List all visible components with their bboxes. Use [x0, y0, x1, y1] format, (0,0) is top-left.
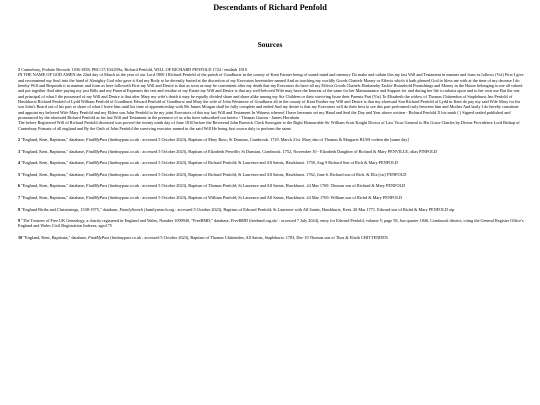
source-number: 6 — [18, 183, 21, 189]
source-entry — [18, 235, 524, 240]
source-number: 9 — [18, 218, 21, 224]
source-citation-prefix: "England, Kent, Baptisms," database, — [21, 160, 87, 166]
source-citation-prefix: "England, Kent, Baptisms," database, — [23, 234, 89, 240]
source-entry — [18, 172, 524, 177]
source-number: 8 — [18, 206, 21, 212]
source-database-name: FindMyPast — [86, 160, 108, 166]
sources-list — [18, 67, 524, 246]
sources-heading: Sources — [257, 40, 283, 49]
source-citation-detail: (findmypast.co.uk : accessed 5 October 2023), Baptism of Thomas Penfold; St Laurence and All Saints, Hawkhurst. 24 Mar 1769: Thomas son of Richard & Mary PENFOLD — [107, 183, 406, 189]
source-number: 5 — [18, 171, 21, 177]
source-entry — [18, 67, 524, 131]
source-entry — [18, 149, 524, 154]
source-entry — [18, 195, 524, 200]
source-citation-detail: (familysearch.org : accessed 5 October 2023), Baptism of Edward Penfold; St Laurence with All Saints, Hawkhurst, Kent. 20 Mar 1771. Edward son of Richd & Mary PENFOLD otp — [143, 206, 455, 212]
source-citation-prefix: "England, Kent, Baptisms," database, — [21, 171, 87, 177]
source-number: 4 — [18, 160, 21, 166]
source-citation-detail: (findmypast.co.uk : accessed 5 October 2023), Baptism of Richard Penfold; St Laurence and All Saints, Hawkhurst. 1758, Aug 9 Richard Son of Rich & Mary PENFOLD — [107, 160, 398, 166]
source-database-name: FindMyPast — [86, 171, 108, 177]
source-entry — [18, 160, 524, 165]
source-entry — [18, 207, 524, 212]
source-citation-prefix: "England, Kent, Baptisms," database, — [21, 148, 87, 154]
source-number: 1 — [18, 67, 21, 72]
source-citation-detail: (findmypast.co.uk : accessed 5 October 2023), Baptism of Thomas Chittenden; All Saints, Staplehurst. 1783, Dec 10 Thomas son of Thos & Elizth CHITTENDEN — [109, 234, 388, 240]
source-database-name: FreeBMD — [230, 218, 248, 224]
source-text-line: The before Registered Will of Richard Penfold deceased was proved the twenty ninth day of June 1810 before the Reverend John Barwick Clerk Surrogate to the Right Honourable Sir William Scott Knight Doctor of Law Vicar General to His Grace Charles by Divine Providence Lord Bishop of Canterbury Primate of all england and By the Oath of John Penfold the surviving executor named in the said Will He being first sworn duly to perform the same. — [18, 120, 520, 131]
source-database-name: FindMyPast — [86, 148, 108, 154]
source-number: 2 — [18, 137, 21, 143]
source-number: 10 — [18, 234, 23, 240]
page-title: Descendants of Richard Penfold — [213, 3, 327, 12]
source-citation-detail: (findmypast.co.uk : accessed 5 October 2023), Baptism of William Penfold; St Laurence and All Saints, Hawkhurst. 24 Mar 1769: William son of Richd & Mary PENFOLD — [107, 194, 403, 200]
source-citation-prefix: "England, Kent, Baptisms," database, — [21, 137, 87, 143]
source-text-line: Canterbury, Probate Records 1396-1858, PRC/17/104/259a, Richard Penfold, WILL OF RICHARD PENFOLD 1724 / emdash 1810 — [21, 67, 247, 72]
source-citation-prefix: "England, Kent, Baptisms," database, — [21, 194, 87, 200]
source-entry — [18, 137, 524, 142]
source-citation-prefix: "England Births and Christenings, 1538-1975," database, — [21, 206, 120, 212]
source-database-name: FindMyPast — [86, 183, 108, 189]
source-citation-detail: (findmypast.co.uk : accessed 5 October 2023), Baptism of Elizabeth Penville; St Dunstan, Cranbrook. 1752, November 10 - Elizabeth Daughter of Richard & Mary PENVILLE, alias PINFOLD — [107, 148, 437, 154]
source-number: 7 — [18, 194, 21, 200]
source-citation-prefix: "The Trustees of Free UK Genealogy, a charity registered in England and Wales, Number 1090940, "FreeBMD," database, — [21, 218, 231, 224]
source-number: 3 — [18, 148, 21, 154]
source-database-name: FindMyPast — [86, 194, 108, 200]
source-database-name: FindMyPast — [86, 137, 108, 143]
source-citation-detail: (freebmd.org.uk/ : accessed 7 July 2024), entry for Edward Penfold, volume V, page 58, Jun quarter 1846, Cranbrook district; citing the General Register Office's England and Wales Civil Registration Indexes; aged 75 — [18, 218, 524, 229]
source-citation-detail: (findmypast.co.uk : accessed 5 October 2023), Baptism of Mary Buss; St Dunstan, Cranbrook. 1729. March 21st. Mary dau of Thomas & Margaret BUSS codem die [same day] — [107, 137, 409, 143]
source-database-name: FamilySearch — [119, 206, 144, 212]
source-text-line: IN THE NAME OF GOD AMEN the 22nd day of March in the year of our Lord 1800 I Richard Penfold of the parish of Goudhurst in the county of Kent Farmer being of sound mind and memory Do make and ordain this my last Will and Testament in manner and form as follows (Viz) First I give and recommend my Soul into the hand of Almighty God who gave it And my Body to be decently buried at the discretion of my Executors hereinafter named And as touching my worldly Goods Chattels Money or Effects which it hath pleased God to bless me with at the time of my decease I do hereby Will and Bequeath it in manner and form as here followeth First my Will and Desire is that as soon as may be convenient after my death that my Executors do have all my Effects Goods Chattels Husbandry Tackle Household Furnishings and Money in the House belonging to me all valued and put together And after paying my just Bills and my Funeral Expenses the rest and residue of my Estate my Will and Desire is that my well-beloved Wife may have the Interest of the same for her Maintainance and Support for and during her life to subsist upon and to her own use But the rest and principal of what I die possessed of my Will and Desire is that after Mary my wife's death it may be equally divided share and share alike among my Six Children or their surviving Issue their Parents Part (Viz) To Elizabeth the widow of Thomas Chittendon of Staplehurst Jno Penfold of Hawkhurst Richard Penfold of Lydd William Penfold of Goudhurst Edward Penfold of Goudhurst and Mary the wife of John Westmore of Goudhurst all in the county of Kent Further my Will and Desire is that my aforesaid Son Richard Penfold of Lydd in Kent do pay my said Wife Mary for his son John's Board out of his part or share of what I leave him until his time of apprenticeship with Mr James Morgan shall be fully complete and ended And my desire is that my Executors will do their best to see this part performed truly between him and Mother And lastly I do hereby constitute and appoint my beloved Wife Mary Penfold and my Eldest son John Penfold to be my joint Executors of this my last Will and Testament In Witness whereof I have hereunto set my Hand and Seal the Day and Year above written - Richard Penfold X his mark ( ) Signed sealed published and pronounced by the aforesaid Richard Penfold as his last Will and Testament in the presence of us who have subscribed our hereto - Thomas Gaston - James Hornbain — [18, 72, 524, 121]
source-citation-prefix: "England, Kent, Baptisms," database, — [21, 183, 87, 189]
source-citation-detail: (findmypast.co.uk : accessed 5 October 2023), Baptism of Richard Penfold; St Laurence and All Saints, Hawkhurst. 1762, June 6. Richard son of Rich. & Eliz.[sic] PENFOLD — [107, 171, 407, 177]
source-entry — [18, 218, 524, 229]
source-entry — [18, 183, 524, 188]
source-database-name: FindMyPast — [88, 234, 110, 240]
